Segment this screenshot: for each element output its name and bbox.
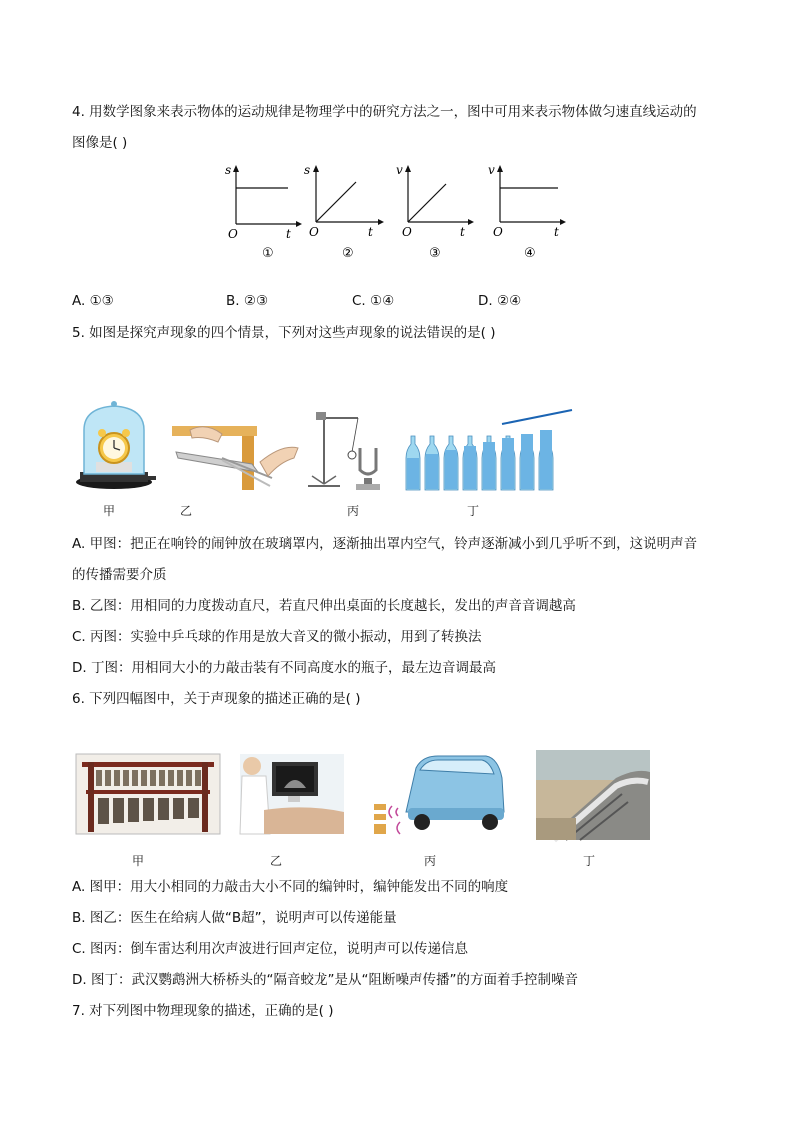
q4-option-d[interactable]: D. ②④ [478, 293, 522, 309]
graph-1-xlabel: t [286, 227, 291, 241]
graph-1 [224, 160, 304, 260]
small-bell [177, 770, 183, 786]
large-bell [113, 798, 124, 823]
q6-option-a[interactable]: A. 图甲：用大小相同的力敲击大小不同的编钟时，编钟能发出不同的响度 [72, 879, 509, 895]
graph-3-number: ③ [429, 246, 441, 261]
q5-illustration [72, 400, 582, 500]
q5-stem: 5. 如图是探究声现象的四个情景，下列对这些声现象的说法错误的是( ) [72, 325, 496, 341]
small-bell [96, 770, 102, 786]
q5-caption-ding: 丁 [467, 504, 480, 518]
graph-2-origin: O [309, 225, 319, 239]
q5-caption-bing: 丙 [347, 504, 360, 518]
small-bell [150, 770, 156, 786]
q5-option-b[interactable]: B. 乙图：用相同的力度拨动直尺，若直尺伸出桌面的长度越长，发出的声音音调越高 [72, 598, 576, 614]
ultrasound-exam-image [240, 754, 344, 834]
graph-2-xlabel: t [368, 225, 373, 239]
small-bell [141, 770, 147, 786]
bottle [463, 436, 477, 490]
bottle [520, 434, 534, 490]
graph-1-ylabel: s [225, 163, 232, 177]
q7-stem: 7. 对下列图中物理现象的描述，正确的是( ) [72, 1003, 334, 1019]
small-bell [105, 770, 111, 786]
graph-3-origin: O [402, 225, 412, 239]
small-bell [186, 770, 192, 786]
graph-3-line [408, 184, 446, 222]
q4-stem-line2: 图像是( ) [72, 135, 128, 151]
chime-bells-image [76, 754, 220, 834]
large-bell [98, 798, 109, 824]
tuning-fork-pingpong-image [308, 412, 380, 490]
graph-3-ylabel: v [396, 163, 403, 177]
small-bell [132, 770, 138, 786]
bell-jar-clock-image [76, 401, 156, 489]
q4-stem-line1: 4. 用数学图象来表示物体的运动规律是物理学中的研究方法之一，图中可用来表示物体做匀速直线运动的 [72, 104, 697, 120]
graph-4-origin: O [493, 225, 503, 239]
large-bell [143, 798, 154, 821]
bottle [539, 430, 553, 490]
small-bell [114, 770, 120, 786]
q4-option-c[interactable]: C. ①④ [352, 293, 395, 309]
small-bell [159, 770, 165, 786]
q6-option-b[interactable]: B. 图乙：医生在给病人做“B超”，说明声可以传递能量 [72, 910, 397, 926]
graph-2-ylabel: s [304, 163, 311, 177]
q5-option-c[interactable]: C. 丙图：实验中乒乓球的作用是放大音叉的微小振动，用到了转换法 [72, 629, 482, 645]
graph-1-number: ① [262, 246, 274, 261]
graph-4-ylabel: v [488, 163, 495, 177]
graph-2-number: ② [342, 246, 354, 261]
q6-caption-yi: 乙 [270, 854, 283, 868]
graph-4-xlabel: t [554, 225, 559, 239]
q4-option-a[interactable]: A. ①③ [72, 293, 114, 309]
graph-2 [302, 160, 386, 260]
graph-2-line [316, 182, 356, 222]
ruler-table-image [172, 426, 298, 490]
small-bell [168, 770, 174, 786]
q4-option-b[interactable]: B. ②③ [226, 293, 269, 309]
large-bell [173, 798, 184, 819]
q5-caption-jia: 甲 [103, 504, 116, 518]
q6-caption-bing: 丙 [424, 854, 437, 868]
large-bell [158, 798, 169, 820]
q6-caption-jia: 甲 [132, 854, 145, 868]
large-bell [128, 798, 139, 822]
water-bottles-image [406, 410, 572, 490]
bottle [501, 436, 515, 490]
graph-4-number: ④ [524, 246, 536, 261]
graph-3 [396, 160, 480, 260]
noise-barrier-bridge-image [536, 750, 650, 840]
q6-illustration [76, 748, 654, 844]
q5-option-d[interactable]: D. 丁图：用相同大小的力敲击装有不同高度水的瓶子，最左边音调最高 [72, 660, 496, 676]
q5-option-a-line1[interactable]: A. 甲图：把正在响铃的闹钟放在玻璃罩内，逐渐抽出罩内空气，铃声逐渐减小到几乎听不到，这说明声音 [72, 536, 698, 552]
bottle [482, 436, 496, 490]
bottle [425, 436, 439, 490]
q6-stem: 6. 下列四幅图中，关于声现象的描述正确的是( ) [72, 691, 361, 707]
q6-option-c[interactable]: C. 图丙：倒车雷达利用次声波进行回声定位，说明声可以传递信息 [72, 941, 469, 957]
graph-3-xlabel: t [460, 225, 465, 239]
q6-option-d[interactable]: D. 图丁：武汉鹦鹉洲大桥桥头的“隔音蛟龙”是从“阻断噪声传播”的方面着手控制噪音 [72, 972, 578, 988]
graph-4 [486, 160, 570, 260]
small-bell [195, 770, 201, 786]
bottle [406, 436, 420, 490]
small-bell [123, 770, 129, 786]
q5-option-a-line2: 的传播需要介质 [72, 567, 167, 583]
car-parking-radar-image [374, 756, 504, 834]
graph-1-origin: O [228, 227, 238, 241]
q6-caption-ding: 丁 [583, 854, 596, 868]
large-bell [188, 798, 199, 818]
q5-caption-yi: 乙 [180, 504, 193, 518]
bottle [444, 436, 458, 490]
